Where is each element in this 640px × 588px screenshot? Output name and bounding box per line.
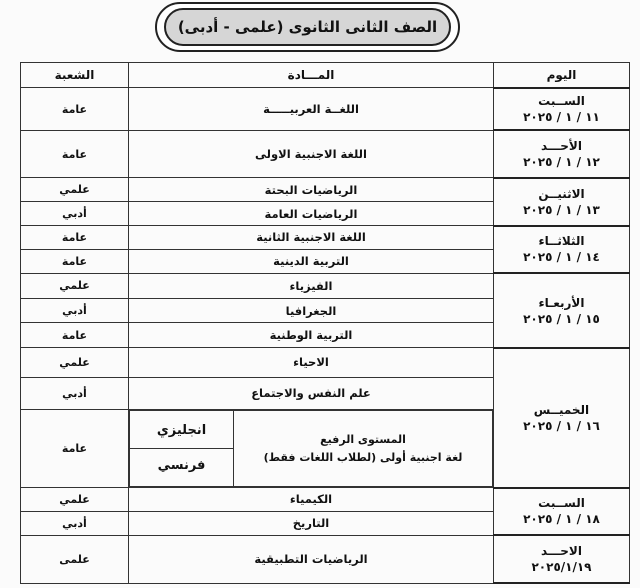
day-cell — [494, 348, 630, 488]
branch-cell: عامة — [21, 323, 129, 348]
day-cell — [494, 273, 630, 348]
language-options — [130, 411, 234, 487]
day-date: ١٢ / ١ / ٢٠٢٥ — [523, 155, 600, 170]
day-cell — [494, 535, 630, 583]
branch-cell: علمي — [21, 488, 129, 512]
day-date: ١١ / ١ / ٢٠٢٥ — [523, 110, 600, 125]
day-date: ١٨ / ١ / ٢٠٢٥ — [523, 512, 600, 527]
table-row — [21, 226, 630, 250]
subject-cell: التربية الدينية — [129, 249, 494, 273]
day-date: ١٦ / ١ / ٢٠٢٥ — [523, 418, 600, 433]
subject-cell: الفيزياء — [129, 273, 494, 298]
day-cell — [494, 88, 630, 130]
branch-cell: علمى — [21, 535, 129, 583]
branch-cell: أدبي — [21, 298, 129, 323]
table-row — [21, 88, 630, 130]
subject-cell: اللغة الاجنبية الاولى — [129, 130, 494, 178]
branch-cell: أدبي — [21, 377, 129, 409]
subject-cell: التربية الوطنية — [129, 323, 494, 348]
day-name: الأربعـاء — [538, 295, 585, 310]
advanced-level-line2: لغة اجنبية أولى (لطلاب اللغات فقط) — [263, 450, 463, 464]
exam-schedule-table — [20, 62, 630, 584]
branch-cell: علمي — [21, 348, 129, 377]
subject-cell: الجغرافيا — [129, 298, 494, 323]
branch-cell: علمي — [21, 273, 129, 298]
subject-cell: التاريخ — [129, 511, 494, 535]
day-cell — [494, 130, 630, 178]
table-row — [21, 178, 630, 202]
option-french: فرنسي — [157, 458, 206, 474]
table-row — [21, 130, 630, 178]
day-name: الثلاثــاء — [538, 234, 585, 249]
advanced-level-text — [234, 411, 493, 487]
day-name: الاحـــد — [541, 544, 582, 559]
day-date: ١٤ / ١ / ٢٠٢٥ — [523, 250, 600, 265]
subject-cell: الاحياء — [129, 348, 494, 377]
day-cell — [494, 178, 630, 226]
branch-cell: أدبي — [21, 511, 129, 535]
branch-cell: عامة — [21, 130, 129, 178]
header-subject: المـــادة — [129, 63, 494, 88]
day-name: الســبت — [538, 496, 585, 511]
table-row — [21, 273, 630, 298]
advanced-level-line1: المستوى الرفيع — [320, 432, 406, 446]
day-name: الأحـــد — [541, 139, 582, 154]
branch-cell: أدبي — [21, 202, 129, 226]
branch-cell: علمي — [21, 178, 129, 202]
branch-cell: عامة — [21, 249, 129, 273]
day-date: ٢٠٢٥/١/١٩ — [531, 560, 592, 575]
advanced-level-cell — [129, 410, 494, 488]
table-row — [21, 488, 630, 512]
day-name: الخميــس — [533, 402, 590, 417]
subject-cell: الرياضيات العامة — [129, 202, 494, 226]
header-row — [21, 63, 630, 88]
branch-cell: عامة — [21, 88, 129, 130]
title-frame — [155, 2, 460, 52]
branch-cell: عامة — [21, 410, 129, 488]
table-row — [21, 535, 630, 583]
header-day: اليوم — [494, 63, 630, 88]
day-name: الاثنيــن — [538, 186, 585, 201]
page-title: الصف الثانى الثانوى (علمى - أدبى) — [164, 8, 451, 46]
subject-cell: الكيمياء — [129, 488, 494, 512]
header-branch: الشعبة — [21, 63, 129, 88]
table-row — [21, 348, 630, 377]
day-date: ١٥ / ١ / ٢٠٢٥ — [523, 311, 600, 326]
branch-cell: عامة — [21, 226, 129, 250]
subject-cell: اللغة الاجنبية الثانية — [129, 226, 494, 250]
subject-cell: الرياضيات التطبيقية — [129, 535, 494, 583]
subject-cell: علم النفس والاجتماع — [129, 377, 494, 409]
advanced-level-subtable — [129, 410, 493, 487]
subject-cell: اللغــة العربيـــــة — [129, 88, 494, 130]
day-cell — [494, 488, 630, 536]
subject-cell: الرياضيات البحتة — [129, 178, 494, 202]
day-cell — [494, 226, 630, 274]
option-english: انجليزي — [130, 414, 233, 449]
day-name: الســبت — [538, 94, 585, 109]
day-date: ١٣ / ١ / ٢٠٢٥ — [523, 202, 600, 217]
